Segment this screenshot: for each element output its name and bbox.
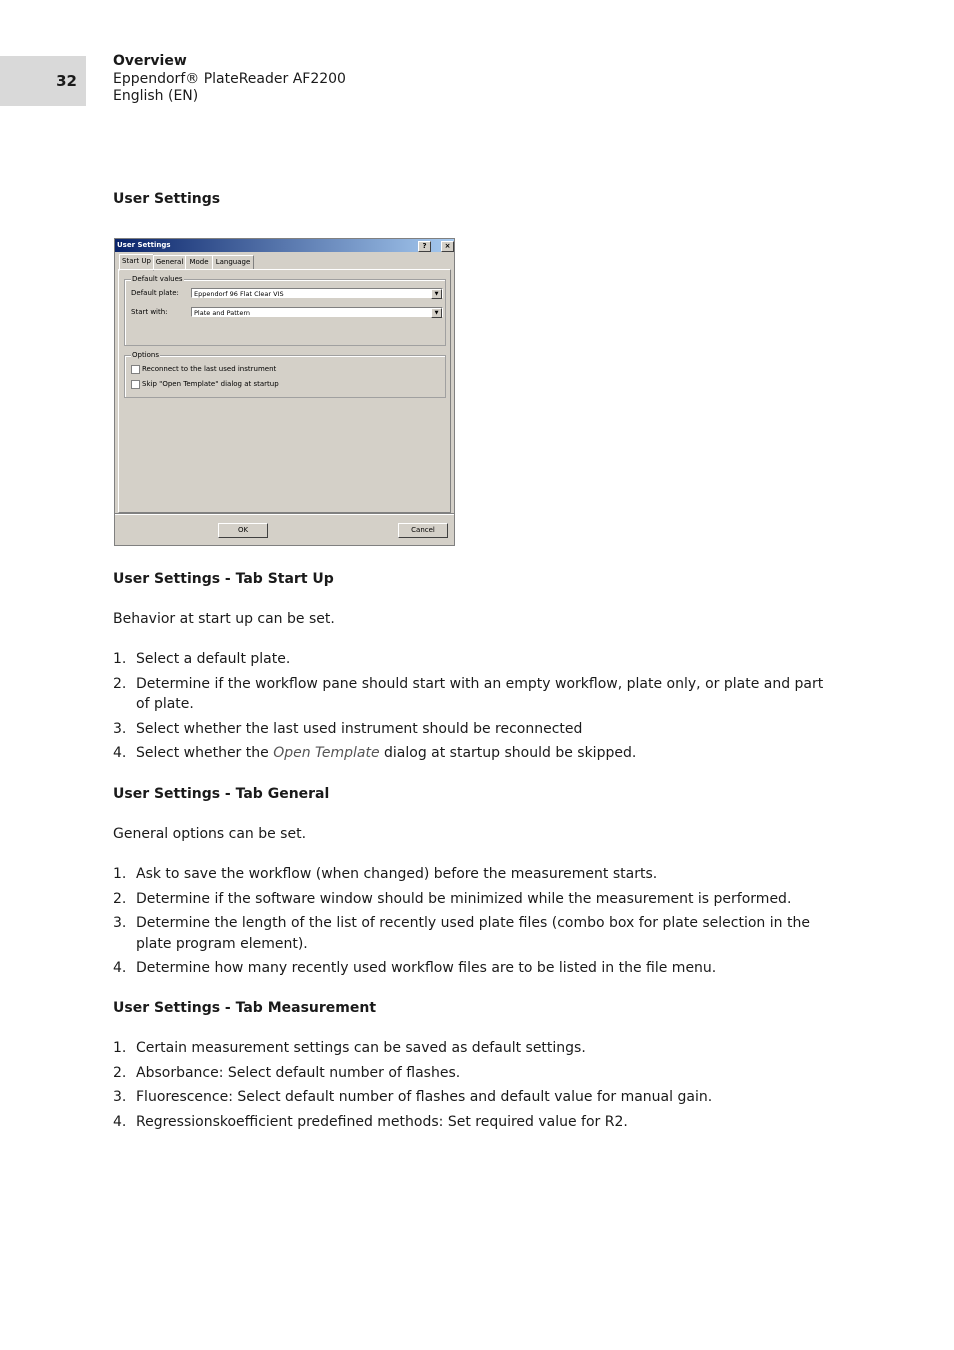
open-template-emphasis: Open Template: [273, 745, 380, 761]
section-intro-start-up: Behavior at start up can be set.: [113, 611, 335, 627]
list-item: 4. Regressionskoefficient predefined methods: Set required value for R2.: [113, 1113, 628, 1130]
tab-language[interactable]: Language: [212, 255, 254, 270]
skip-template-checkbox[interactable]: [131, 380, 140, 389]
start-with-label: Start with:: [131, 308, 168, 316]
header-language: English (EN): [113, 88, 199, 104]
section-intro-general: General options can be set.: [113, 826, 307, 842]
default-plate-label: Default plate:: [131, 289, 179, 297]
dialog-divider: [115, 513, 454, 515]
close-icon[interactable]: ×: [441, 241, 454, 252]
tab-general[interactable]: General: [153, 255, 186, 270]
skip-template-label: Skip "Open Template" dialog at startup: [142, 380, 279, 388]
section-heading-general: User Settings - Tab General: [113, 786, 330, 802]
options-label: Options: [132, 351, 160, 359]
list-item: 2. Determine if the workflow pane should start with an empty workflow, plate only, or plate and part of plate.: [113, 675, 824, 712]
list-item: 4. Select whether the Open Template dialog at startup should be skipped.: [113, 745, 637, 761]
default-plate-select[interactable]: [191, 288, 443, 298]
list-item: 1. Certain measurement settings can be saved as default settings.: [113, 1040, 586, 1056]
header-product: Eppendorf® PlateReader AF2200: [113, 70, 346, 87]
start-up-list: [113, 649, 833, 768]
reconnect-checkbox[interactable]: [131, 365, 140, 374]
tab-start-up[interactable]: Start Up: [119, 254, 154, 271]
figure-heading: User Settings: [113, 191, 221, 207]
chevron-down-icon[interactable]: ▼: [431, 308, 442, 318]
page-number: 32: [56, 72, 77, 90]
default-plate-value: Eppendorf 96 Flat Clear VIS: [194, 290, 284, 298]
list-item: 1. Select a default plate.: [113, 651, 291, 667]
list-item: 2. Absorbance: Select default number of flashes.: [113, 1064, 461, 1081]
section-heading-measurement: User Settings - Tab Measurement: [113, 1000, 377, 1016]
list-item: 4. Determine how many recently used workflow files are to be listed in the file menu.: [113, 960, 717, 976]
list-item: 3. Select whether the last used instrument should be reconnected: [113, 720, 583, 737]
page-number-tab: [0, 56, 86, 106]
user-settings-dialog: [114, 238, 455, 546]
cancel-button[interactable]: Cancel: [398, 523, 448, 538]
chevron-down-icon[interactable]: ▼: [431, 289, 442, 299]
reconnect-label: Reconnect to the last used instrument: [142, 365, 277, 373]
start-with-value: Plate and Pattern: [194, 309, 251, 317]
measurement-list: [113, 1038, 833, 1136]
options-group: [124, 351, 446, 398]
dialog-title: User Settings: [117, 241, 171, 249]
list-item: 2. Determine if the software window should be minimized while the measurement is performed.: [113, 890, 792, 907]
tab-panel-start-up: [118, 269, 451, 513]
help-icon[interactable]: ?: [418, 241, 431, 252]
tab-mode[interactable]: Mode: [185, 255, 213, 270]
section-heading-start-up: User Settings - Tab Start Up: [113, 571, 334, 587]
default-values-group: [124, 275, 446, 346]
list-item: 3. Fluorescence: Select default number of flashes and default value for manual gain.: [113, 1089, 713, 1105]
ok-button[interactable]: OK: [218, 523, 268, 538]
running-header: [113, 53, 346, 106]
list-item: 1. Ask to save the workflow (when changed) before the measurement starts.: [113, 866, 658, 882]
default-values-label: Default values: [132, 275, 183, 283]
list-item: 3. Determine the length of the list of recently used plate files (combo box for plate selection in the plate program element).: [113, 915, 810, 952]
start-with-select[interactable]: [191, 307, 443, 317]
general-list: [113, 864, 833, 983]
dialog-titlebar: [115, 239, 454, 252]
header-section: Overview: [113, 53, 187, 69]
